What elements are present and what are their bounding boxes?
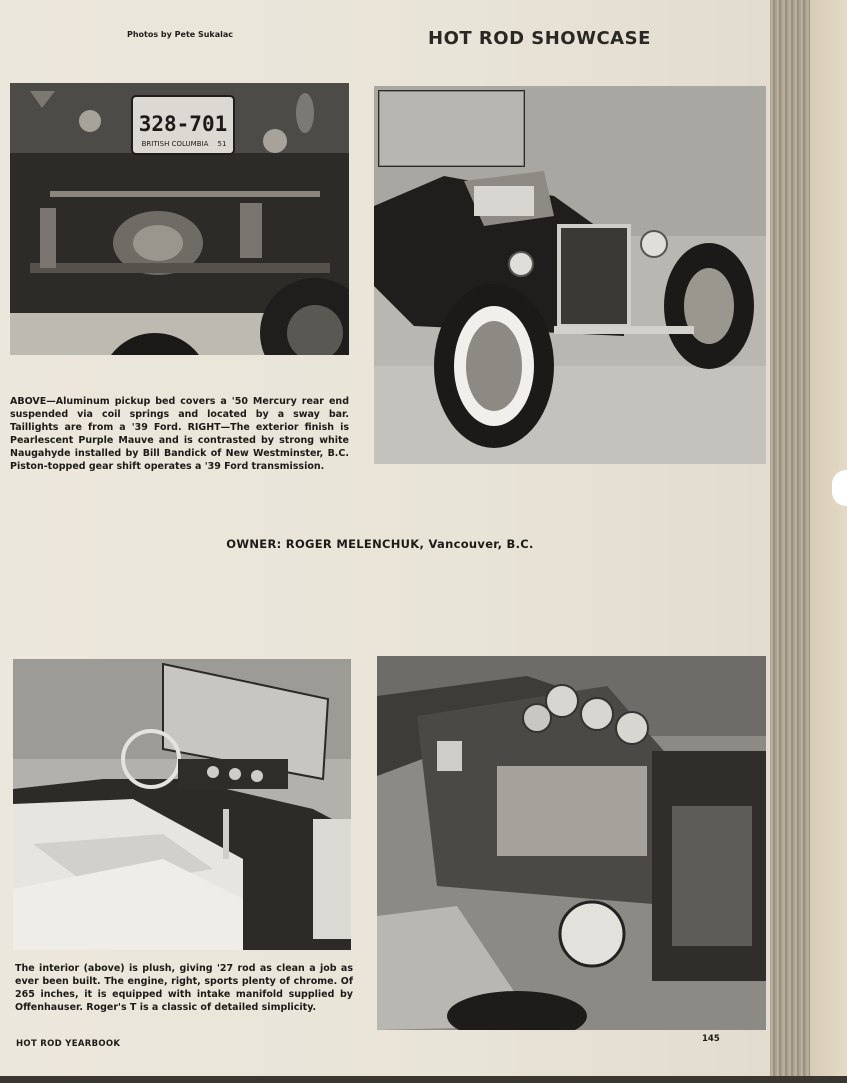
page-tear — [832, 470, 847, 506]
rear-suspension-image — [10, 83, 349, 355]
photo-interior — [13, 659, 351, 950]
page-number: 145 — [702, 1034, 720, 1044]
page-stack-edge — [764, 0, 810, 1083]
scan-bottom-edge — [0, 1076, 847, 1083]
owner-line: OWNER: ROGER MELENCHUK, Vancouver, B.C. — [226, 537, 534, 551]
photo-rear-suspension — [10, 83, 349, 355]
bottom-caption: The interior (above) is plush, giving '27 rod as clean a job as ever been built. The engine, right, sports plenty of chrome. Of 265 inches, it is equipped with intake manifold supplied by Offenhauser. Roger's T is a classic of detailed simplicity. — [15, 963, 353, 1013]
interior-image — [13, 659, 351, 950]
license-plate-region: BRITISH COLUMBIA — [141, 140, 209, 148]
page-title: HOT ROD SHOWCASE — [428, 28, 651, 49]
top-caption: ABOVE—Aluminum pickup bed covers a '50 Mercury rear end suspended via coil springs and located by a sway bar. Taillights are from a '39 Ford. RIGHT—The exterior finish is Pearlescent Purple Mauve and is contrasted by strong white Naugahyde installed by Bill Bandick of New Westminster, B.C. Piston-topped gear shift operates a '39 Ford transmission. — [10, 396, 349, 472]
engine-image — [377, 656, 766, 1030]
photo-credit: Photos by Pete Sukalac — [127, 30, 234, 39]
license-plate-number: 328-701 — [138, 112, 228, 136]
roadster-front-image — [374, 86, 766, 464]
footer-publication: HOT ROD YEARBOOK — [16, 1039, 121, 1049]
photo-engine — [377, 656, 766, 1030]
license-plate-year: 51 — [217, 140, 227, 148]
photo-roadster-front — [374, 86, 766, 464]
